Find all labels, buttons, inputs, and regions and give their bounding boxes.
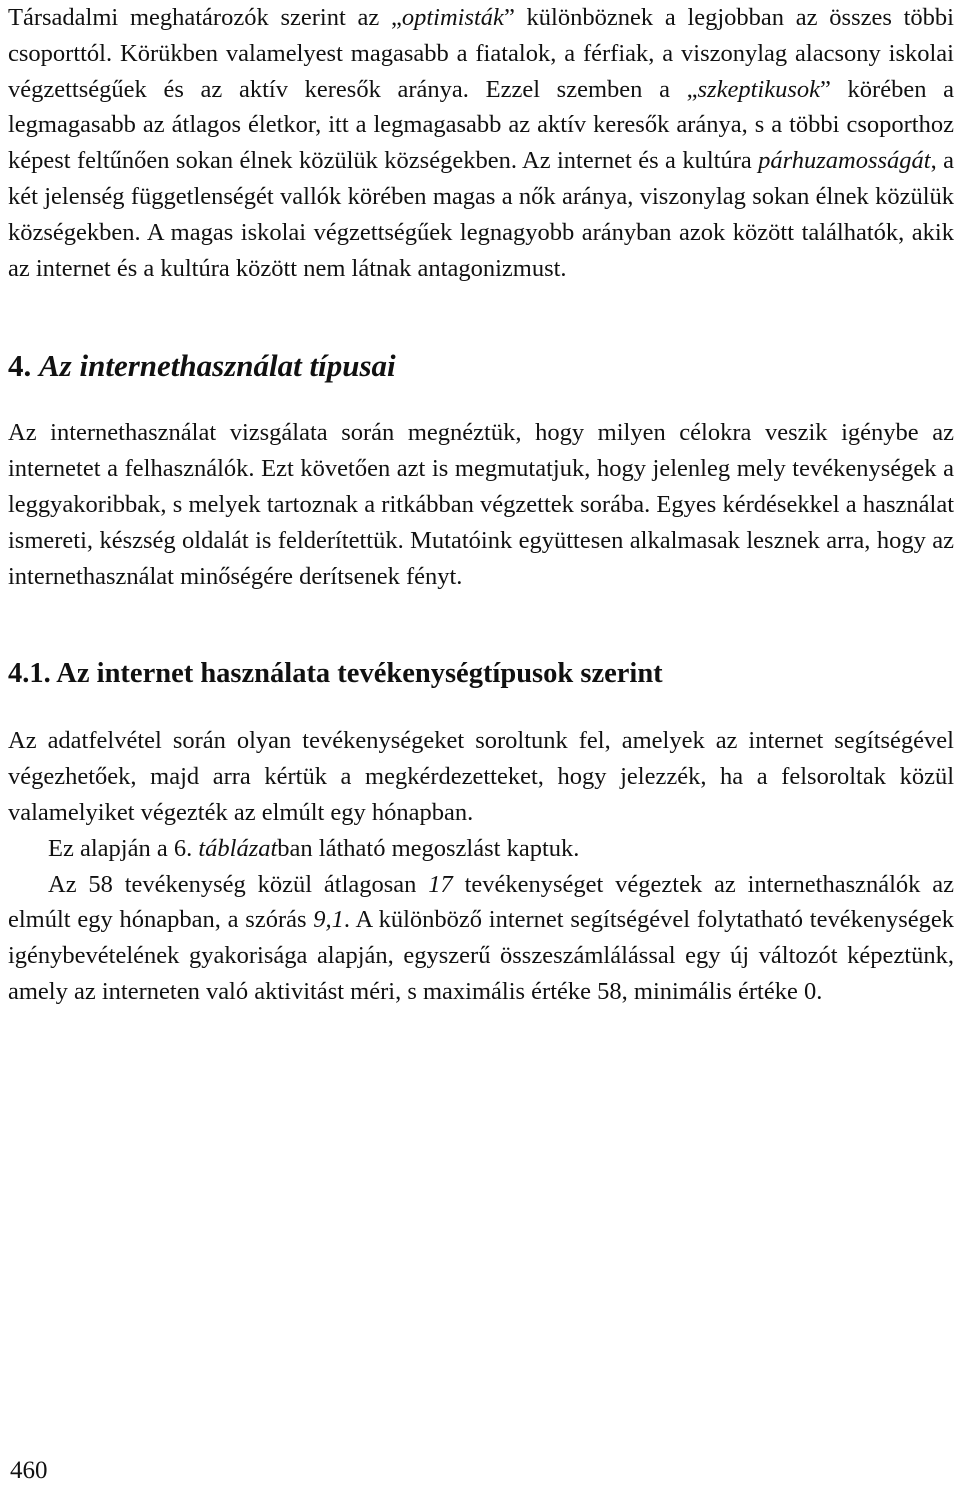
italic-std-value: 9,1 [313,906,344,934]
text-run: ban látható megoszlást kaptuk. [277,834,580,862]
italic-table-word: táblázat [198,834,278,862]
text-run: Az 58 tevékenység közül átlagosan [48,870,429,898]
italic-term-parallelism: párhuzamosságát [758,147,931,175]
italic-mean-value: 17 [428,870,453,898]
page-content [8,0,954,1010]
section-title: Az internethasználat típusai [39,348,396,384]
page-number: 460 [10,1457,48,1484]
paragraph-social-determinants [8,0,954,286]
section-number: 4. [8,348,32,384]
text-run: ” különböznek a legjobban az összes többi csoporttól. Körükben valamelyest magasabb a fiatalok, a férfiak, a viszonylag alacsony iskolai végzettségűek és az aktív keresők aránya. Ezzel szemben a „ [8,4,954,103]
paragraph-table-reference [8,831,954,867]
paragraph-activity-statistics [8,867,954,1010]
text-run: . A különböző internet segítségével folytatható tevékenységek igénybevételének gyakorisága alapján, egyszerű összeszámlálással egy új változót képeztünk, amely az interneten való aktivitást méri, s maximális értéke 58, minimális értéke 0. [8,906,954,1005]
italic-term-optimists: optimisták [401,4,504,31]
text-run: , a két jelenség függetlenségét vallók körében magas a nők aránya, viszonylag sokan élnek közülük községekben. A magas iskolai végzettségűek legnagyobb arányban azok között találhatók, akik az internet és a kultúra között nem látnak antagonizmust. [8,147,955,282]
italic-term-skeptics: szkeptikusok [697,75,820,103]
text-run: tevékenységet végeztek az internethasználók az elmúlt egy hónapban, a szórás [8,870,954,934]
text-run: ” körében a legmagasabb az átlagos életkor, itt a legmagasabb az aktív keresők aránya, s a többi csoporthoz képest feltűnően sokan élnek közülük községekben. Az internet és a kultúra [8,75,955,175]
subsection-heading: 4.1. Az internet használata tevékenységtípusok szerint [8,658,663,690]
section-heading [8,348,954,384]
text-run: Ez alapján a 6. [48,834,199,862]
paragraph-internet-usage-intro: Az internethasználat vizsgálata során megnéztük, hogy milyen célokra veszik igénybe az internetet a felhasználók. Ezt követően azt is megmutatjuk, hogy jelenleg mely tevékenységek a leggyakoribbak, s melyek tartoznak a ritkábban végzettek sorába. Egyes kérdésekkel a használat ismereti, készség oldalát is felderítettük. Mutatóink együttesen alkalmasak lesznek arra, hogy az internethasználat minőségére derítsenek fényt. [8,419,954,590]
text-run: Társadalmi meghatározók szerint az „ [8,4,402,31]
paragraph-data-collection: Az adatfelvétel során olyan tevékenységeket soroltunk fel, amelyek az internet segítségével végezhetőek, majd arra kértük a megkérdezetteket, hogy jelezzék, ha a felsoroltak közül valamelyiket végezték az elmúlt egy hónapban. [8,727,954,826]
